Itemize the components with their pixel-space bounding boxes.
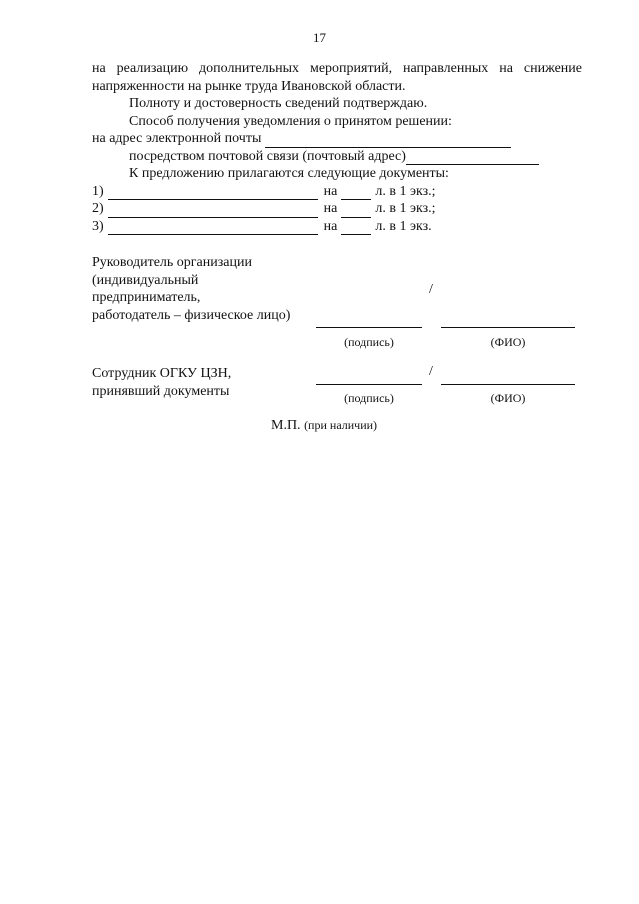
notification-heading: Способ получения уведомления о принятом решении: [129, 113, 452, 129]
attachment-pages-field[interactable] [341, 221, 371, 235]
confirm-statement: Полноту и достоверность сведений подтверждаю. [129, 96, 428, 111]
employee-signature-field[interactable] [316, 384, 422, 385]
attachment-pages-field[interactable] [341, 204, 371, 218]
attachment-name-field[interactable] [108, 221, 318, 235]
attachment-pages-label: л. в 1 экз.; [375, 201, 436, 216]
attachment-row-3 [92, 218, 582, 236]
head-name-caption: (ФИО) [490, 335, 526, 349]
attachment-pages-label: л. в 1 экз. [375, 218, 432, 234]
attachment-number: 2) [92, 201, 104, 216]
head-slash: / [429, 282, 433, 297]
attachment-name-field[interactable] [108, 186, 318, 200]
attachment-na: на [323, 201, 338, 216]
attachment-number: 1) [92, 183, 104, 199]
head-signer-line: работодатель – физическое лицо) [92, 307, 291, 323]
attachment-pages-field[interactable] [341, 186, 371, 200]
email-label: на адрес электронной почты [92, 131, 262, 146]
employee-name-caption: (ФИО) [490, 391, 526, 405]
employee-signer-label [92, 365, 231, 400]
employee-signature-caption: (подпись) [344, 391, 394, 405]
attachment-row-2 [92, 200, 582, 218]
attachment-na: на [323, 218, 338, 234]
page-number: 17 [313, 30, 326, 45]
post-label: посредством почтовой связи (почтовый адрес) [129, 148, 406, 164]
intro-paragraph: на реализацию дополнительных мероприятий, направленных на снижение напряженности на рынке труда Ивановской области. [92, 61, 582, 94]
head-name-field[interactable] [441, 327, 575, 328]
attachment-name-field[interactable] [108, 204, 318, 218]
form-body [92, 60, 582, 235]
attachments-heading: К предложению прилагаются следующие документы: [129, 166, 449, 181]
email-field[interactable] [265, 134, 511, 148]
attachment-row-1 [92, 183, 582, 201]
head-signer-label [92, 254, 290, 324]
post-address-field[interactable] [406, 151, 539, 165]
head-signer-line: (индивидуальный [92, 272, 199, 288]
employee-slash: / [429, 364, 433, 379]
post-row [92, 148, 582, 166]
seal-label: М.П. [271, 418, 301, 433]
seal-note: (при наличии) [304, 418, 378, 432]
seal-placeholder [271, 417, 377, 435]
employee-signer-line: Сотрудник ОГКУ ЦЗН, [92, 366, 232, 381]
head-signer-line: Руководитель организации [92, 255, 252, 270]
attachment-na: на [323, 183, 338, 199]
head-signature-caption: (подпись) [344, 335, 394, 349]
employee-name-field[interactable] [441, 384, 575, 385]
head-signature-field[interactable] [316, 327, 422, 328]
employee-signer-line: принявший документы [92, 383, 230, 399]
attachment-pages-label: л. в 1 экз.; [375, 183, 436, 199]
head-signer-line: предприниматель, [92, 290, 201, 305]
attachment-number: 3) [92, 218, 104, 234]
email-row [92, 130, 582, 148]
